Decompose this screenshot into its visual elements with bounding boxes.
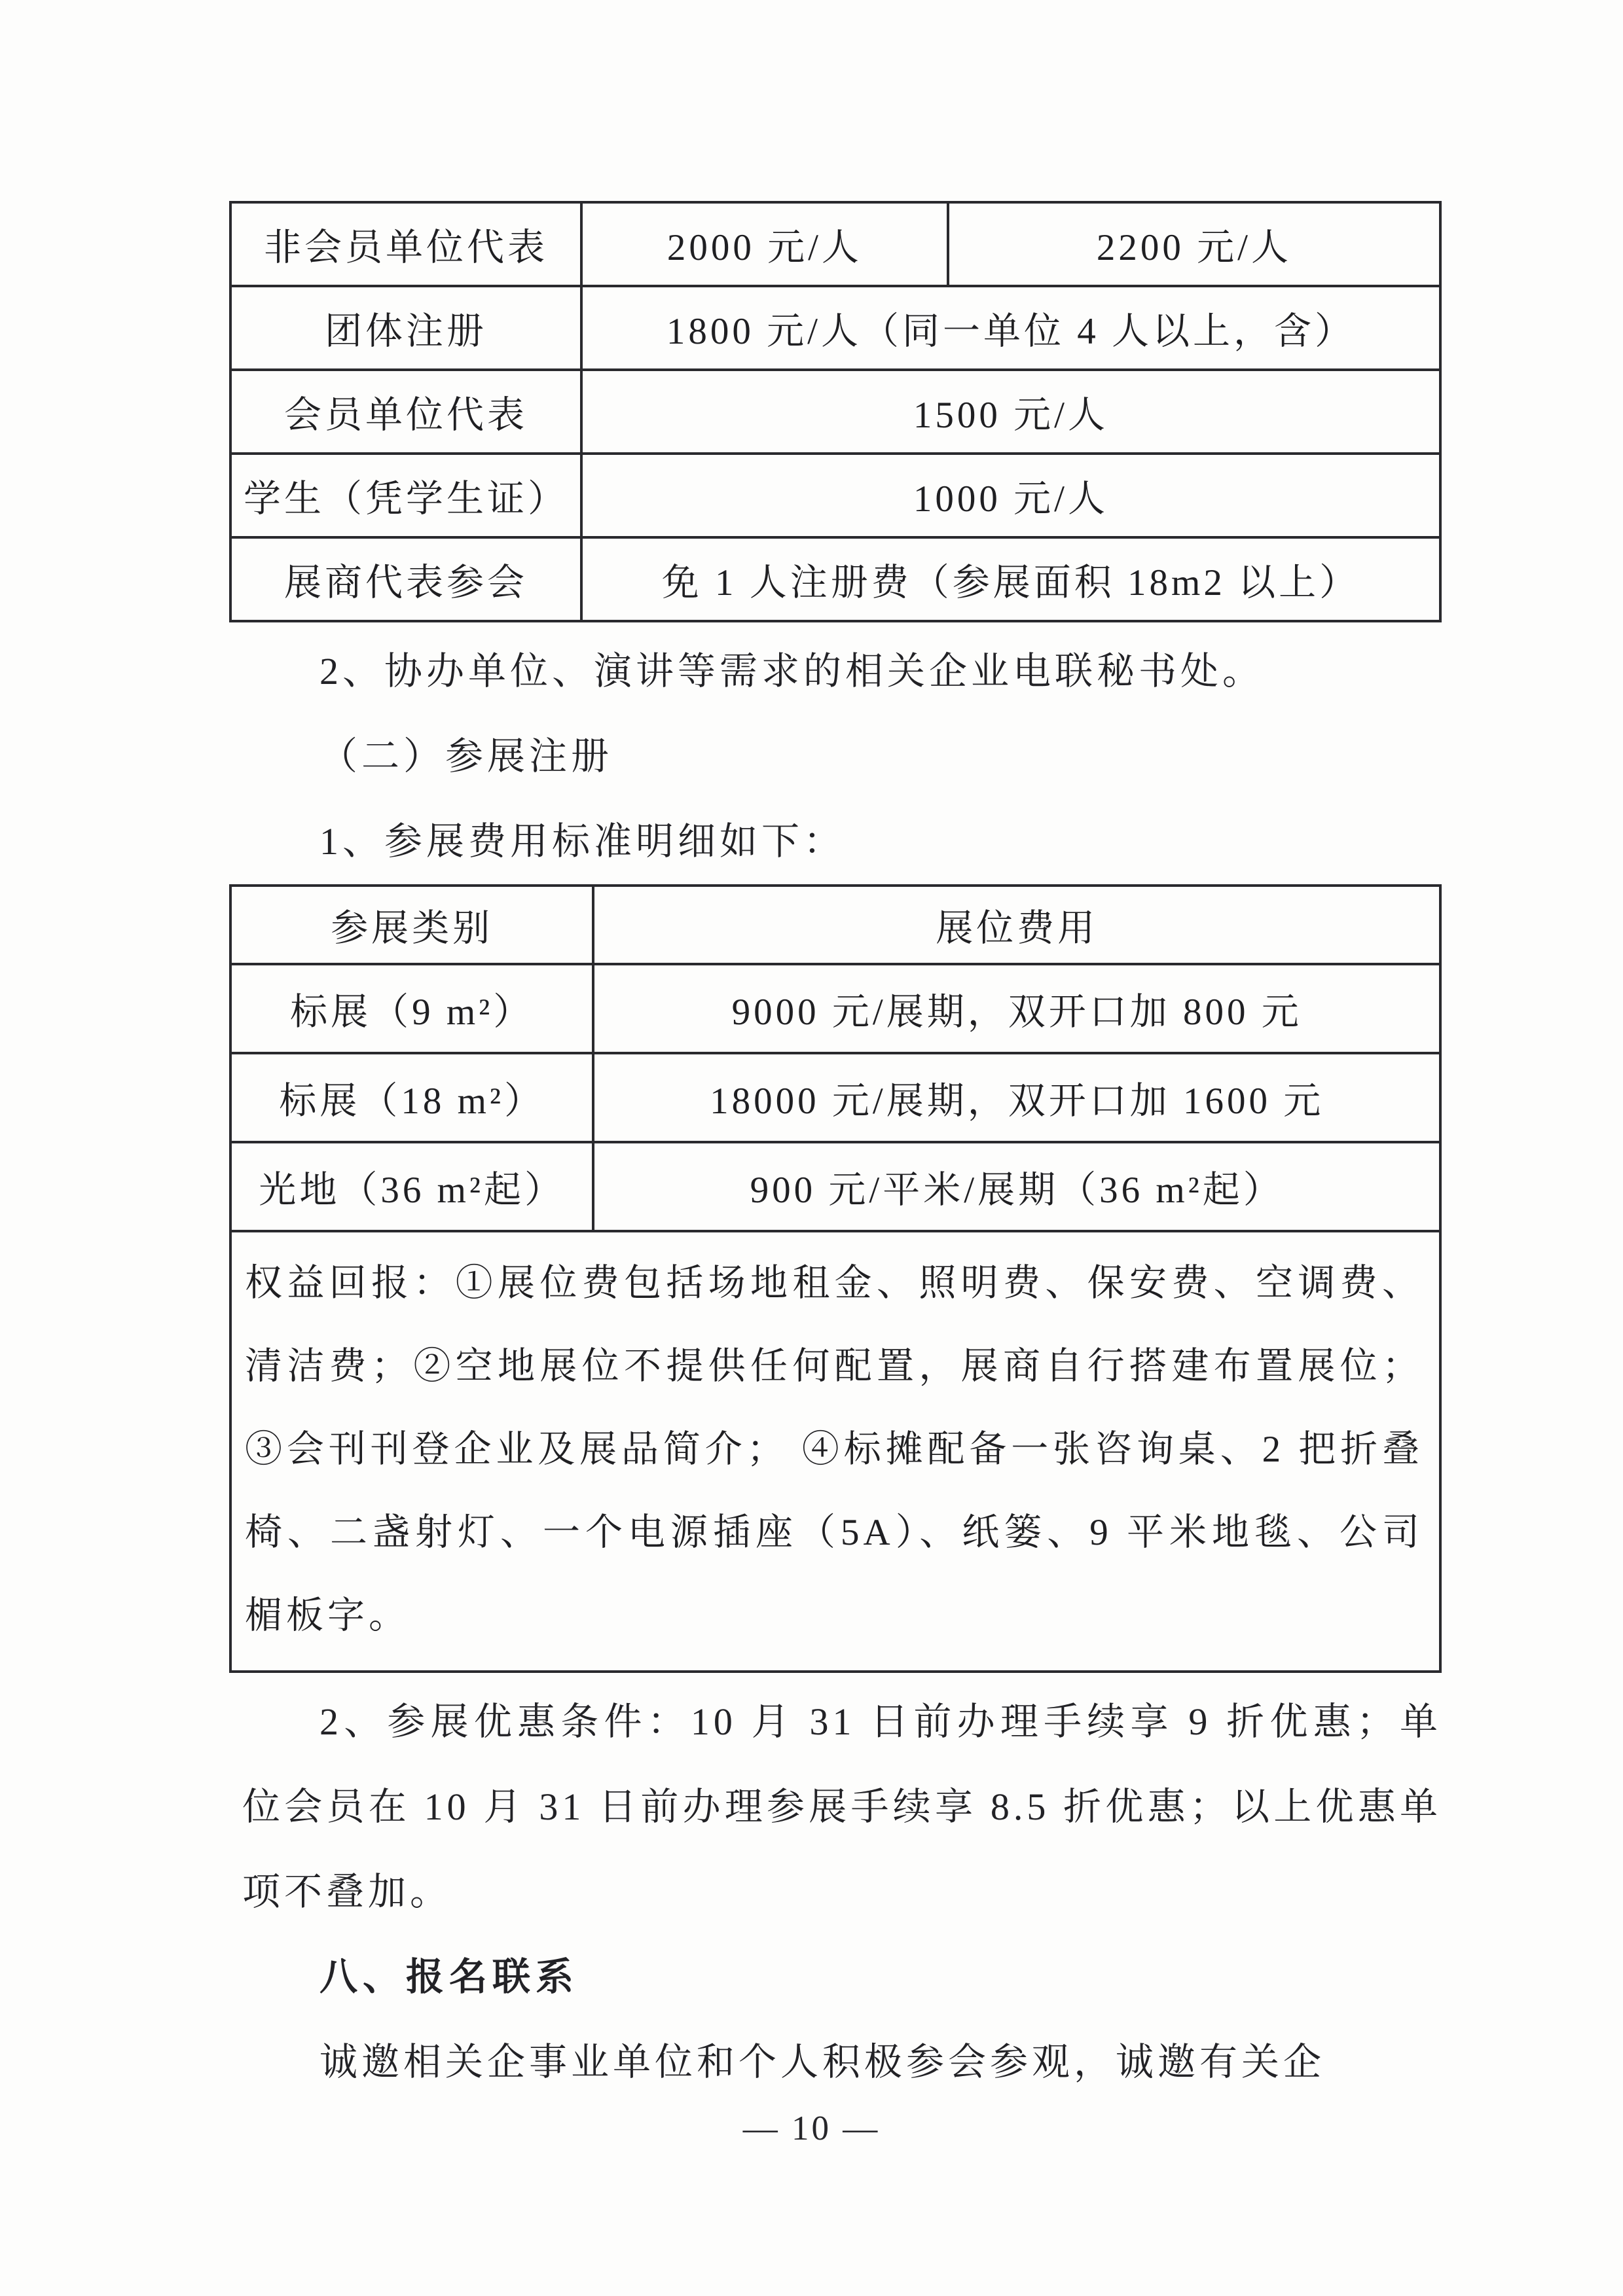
exhibit-fee-cell: 18000 元/展期，双开口加 1600 元	[593, 1053, 1440, 1142]
exhibit-fee-cell: 900 元/平米/展期（36 m²起）	[593, 1142, 1440, 1231]
fee-price-cell: 1500 元/人	[581, 370, 1440, 454]
table-row	[230, 1142, 1440, 1231]
exhibit-category-cell: 标展（18 m²）	[230, 1053, 593, 1142]
exhibit-category-header: 参展类别	[230, 886, 593, 964]
exhibit-fee-header: 展位费用	[593, 886, 1440, 964]
fee-category-cell: 非会员单位代表	[230, 202, 581, 286]
table-header-row	[230, 886, 1440, 964]
paragraph-invite: 诚邀相关企事业单位和个人积极参会参观，诚邀有关企	[319, 2041, 1326, 2083]
table-row	[230, 1231, 1440, 1672]
paragraph-fee-intro: 1、参展费用标准明细如下：	[319, 820, 846, 863]
fee-category-cell: 会员单位代表	[230, 370, 581, 454]
table-row	[230, 1053, 1440, 1142]
exhibit-category-cell: 光地（36 m²起）	[230, 1142, 593, 1231]
table-row	[230, 286, 1440, 370]
exhibit-category-cell: 标展（9 m²）	[230, 964, 593, 1053]
page-content	[229, 201, 1442, 2105]
registration-fee-table	[229, 201, 1442, 622]
table-row	[230, 537, 1440, 621]
fee-price-cell: 2200 元/人	[948, 202, 1440, 286]
exhibit-fee-cell: 9000 元/展期，双开口加 800 元	[593, 964, 1440, 1053]
paragraph-coorganizer: 2、协办单位、演讲等需求的相关企业电联秘书处。	[319, 650, 1265, 692]
section-heading-eight: 八、报名联系	[319, 1956, 579, 1998]
paragraph-discount: 2、参展优惠条件：10 月 31 日前办理手续享 9 折优惠；单位会员在 10 月 31 日前办理参展手续享 8.5 折优惠；以上优惠单项不叠加。	[242, 1700, 1442, 1913]
table-row	[230, 370, 1440, 454]
table-row	[230, 964, 1440, 1053]
table-row	[230, 454, 1440, 537]
fee-price-cell: 免 1 人注册费（参展面积 18m2 以上）	[581, 537, 1440, 621]
benefits-note-cell: 权益回报：①展位费包括场地租金、照明费、保安费、空调费、清洁费；②空地展位不提供任何配置，展商自行搭建布置展位；③会刊刊登企业及展品简介； ④标摊配备一张咨询桌、2 把折叠椅、二盏射灯、一个电源插座（5A）、纸篓、9 平米地毯、公司楣板字。	[230, 1231, 1440, 1672]
table-row	[230, 202, 1440, 286]
fee-category-cell: 学生（凭学生证）	[230, 454, 581, 537]
fee-price-cell: 2000 元/人	[581, 202, 948, 286]
fee-category-cell: 展商代表参会	[230, 537, 581, 621]
section-heading-two: （二）参展注册	[319, 735, 613, 778]
fee-price-cell: 1000 元/人	[581, 454, 1440, 537]
page-number: — 10 —	[742, 2109, 881, 2147]
fee-price-cell: 1800 元/人（同一单位 4 人以上，含）	[581, 286, 1440, 370]
exhibit-fee-table	[229, 884, 1442, 1673]
fee-category-cell: 团体注册	[230, 286, 581, 370]
